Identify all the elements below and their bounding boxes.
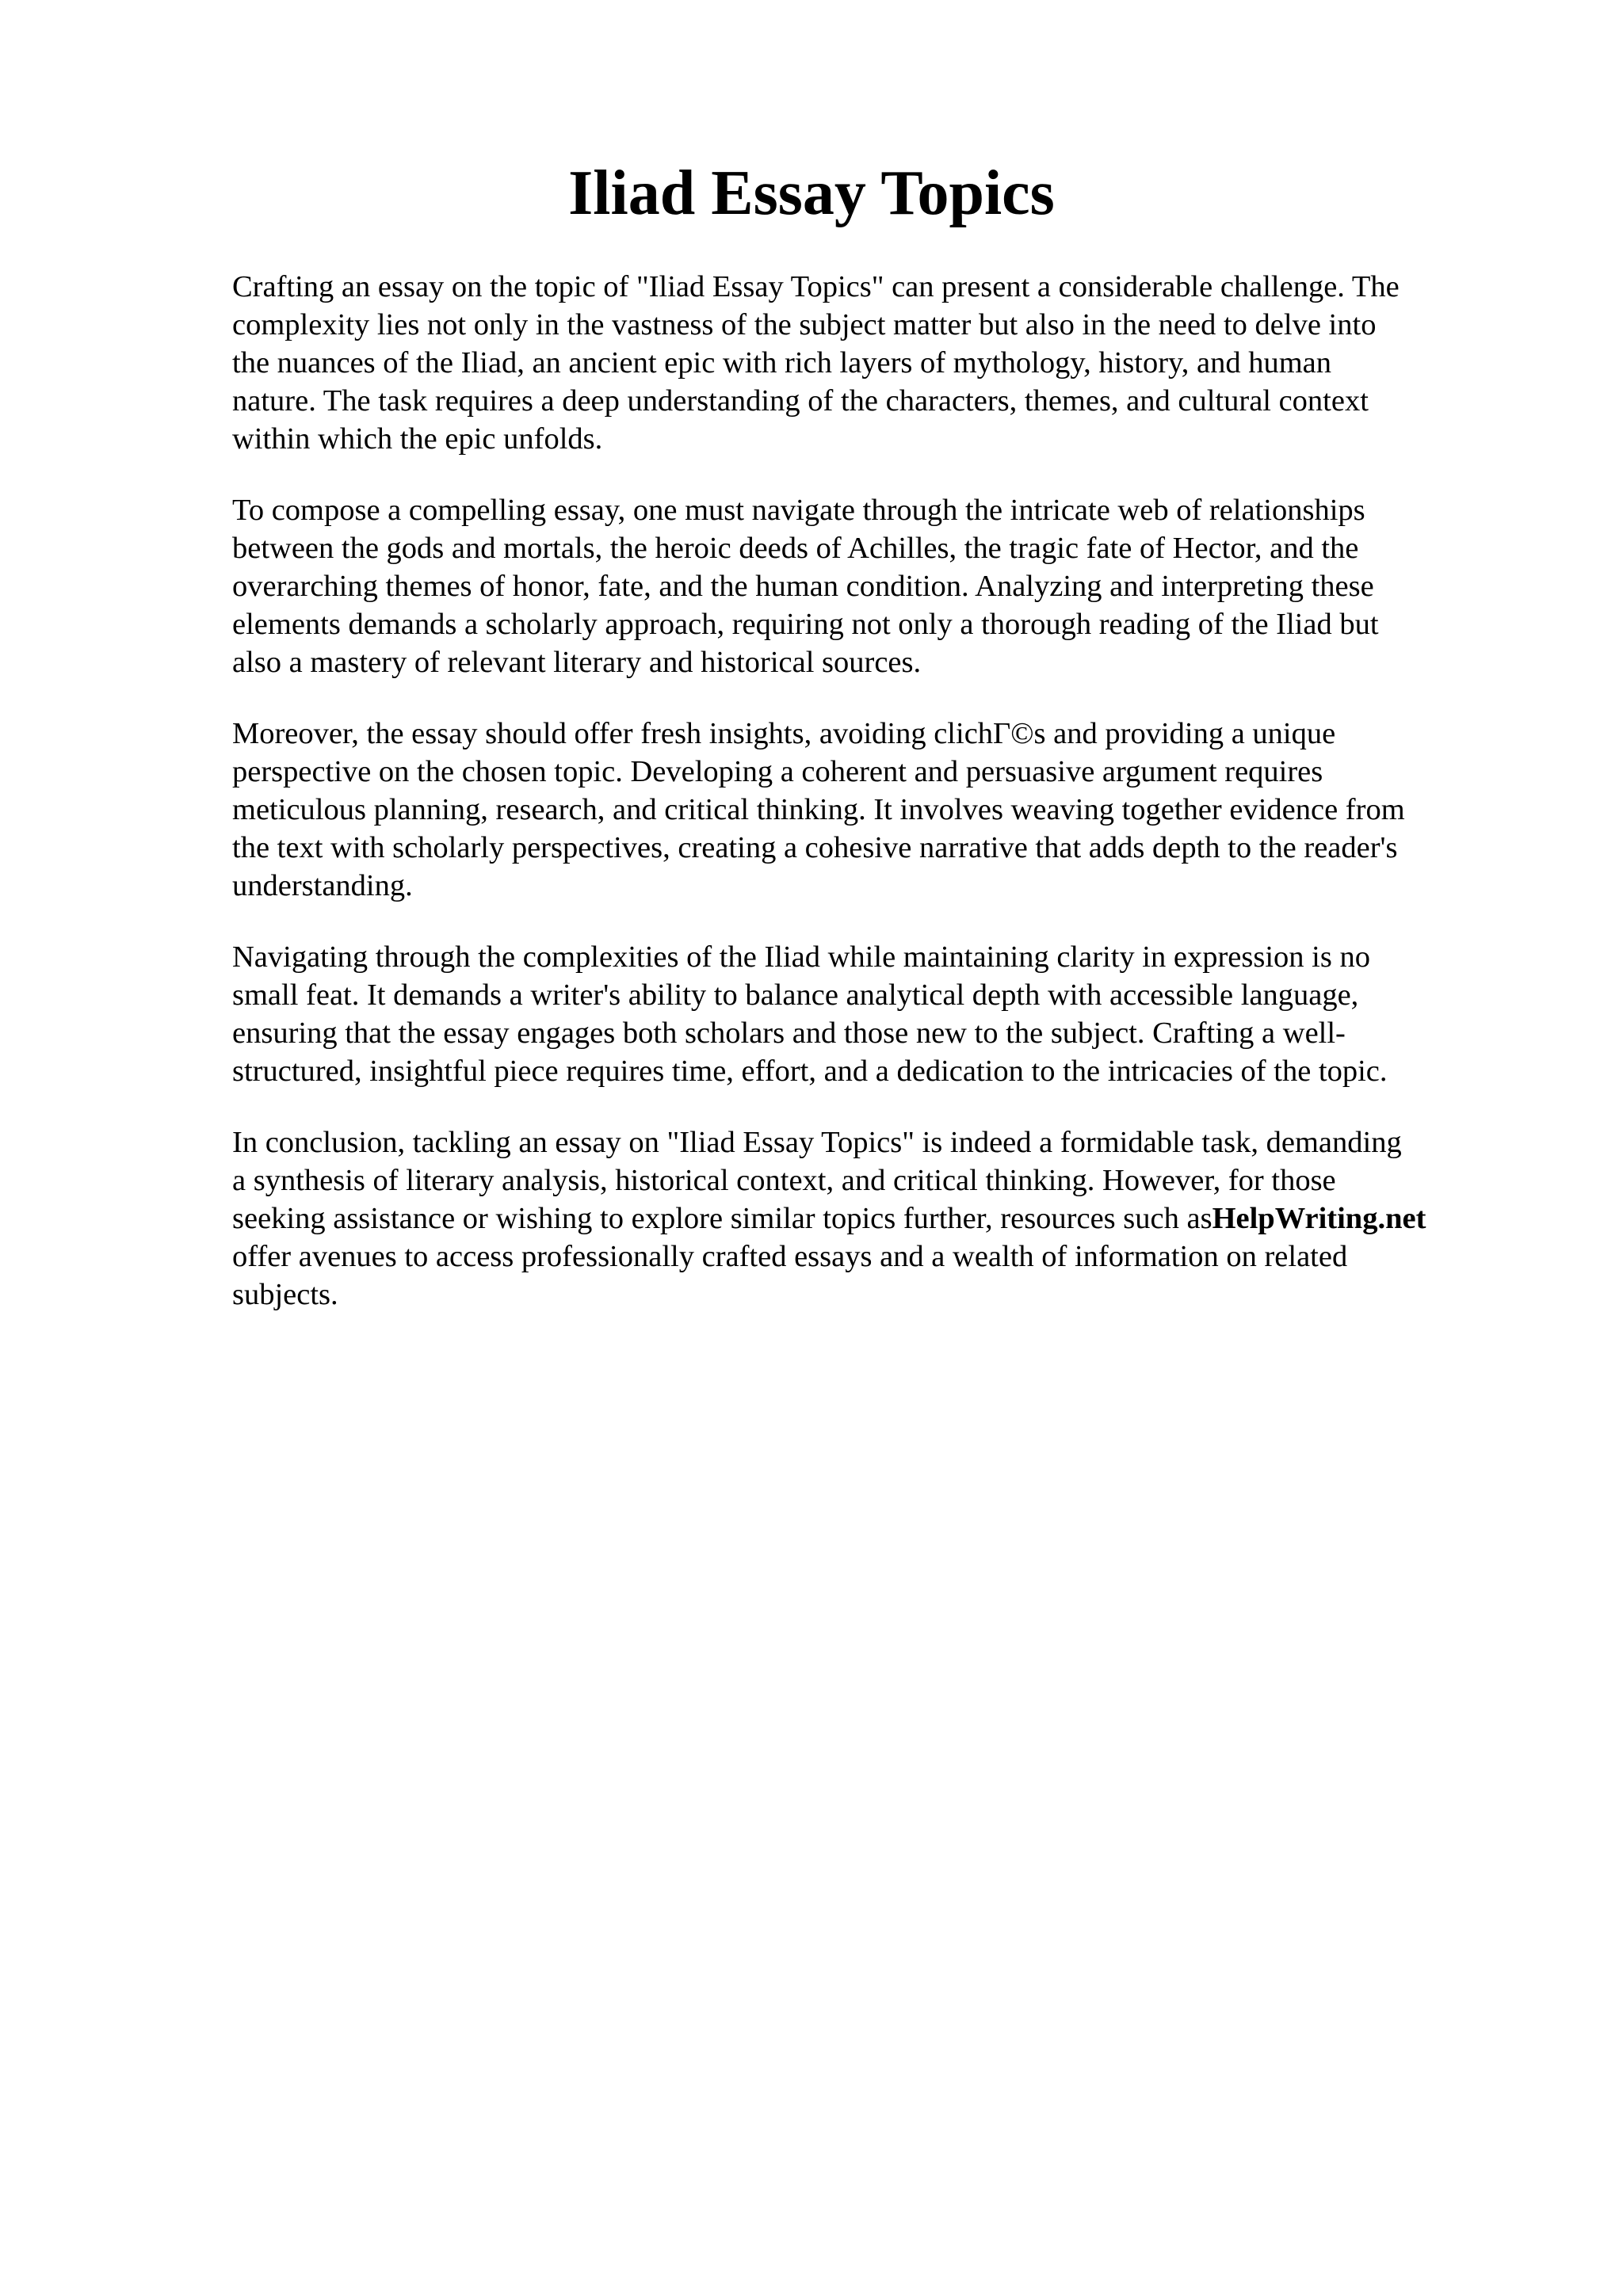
text-line: overarching themes of honor, fate, and the human condition. Analyzing and interpreting these <box>232 570 1374 603</box>
text-line: also a mastery of relevant literary and historical sources. <box>232 646 922 679</box>
text-line: Moreover, the essay should offer fresh insights, avoiding clichГ©s and providing a unique <box>232 717 1336 750</box>
text-line-with-link <box>232 1199 1532 1238</box>
text-line: Navigating through the complexities of the Iliad while maintaining clarity in expression is no <box>232 940 1370 974</box>
text-line: small feat. It demands a writer's ability to balance analytical depth with accessible language, <box>232 978 1359 1012</box>
paragraph-1 <box>232 268 1532 458</box>
text-line: understanding. <box>232 869 413 902</box>
text-line: within which the epic unfolds. <box>232 422 603 456</box>
text-line: the text with scholarly perspectives, creating a cohesive narrative that adds depth to the reader's <box>232 831 1398 864</box>
paragraph-3 <box>232 715 1532 905</box>
paragraph-5 <box>232 1123 1532 1314</box>
text-line: To compose a compelling essay, one must navigate through the intricate web of relationships <box>232 494 1365 527</box>
helpwriting-link[interactable]: HelpWriting.net <box>1212 1202 1426 1235</box>
text-line: perspective on the chosen topic. Developing a coherent and persuasive argument requires <box>232 755 1323 788</box>
text-line: ensuring that the essay engages both scholars and those new to the subject. Crafting a well- <box>232 1016 1346 1050</box>
text-line: offer avenues to access professionally crafted essays and a wealth of information on related <box>232 1240 1348 1273</box>
text-line: between the gods and mortals, the heroic deeds of Achilles, the tragic fate of Hector, and the <box>232 532 1359 565</box>
text-line: nature. The task requires a deep understanding of the characters, themes, and cultural context <box>232 384 1369 418</box>
text-line: In conclusion, tackling an essay on "Iliad Essay Topics" is indeed a formidable task, demanding <box>232 1126 1402 1159</box>
text-line: a synthesis of literary analysis, historical context, and critical thinking. However, for those <box>232 1164 1336 1197</box>
paragraph-2 <box>232 491 1532 681</box>
text-line: structured, insightful piece requires time, effort, and a dedication to the intricacies of the topic. <box>232 1055 1388 1088</box>
page-title: Iliad Essay Topics <box>568 158 1055 228</box>
text-line: elements demands a scholarly approach, requiring not only a thorough reading of the Iliad but <box>232 608 1379 641</box>
document-body <box>232 268 1532 1347</box>
text-line: meticulous planning, research, and critical thinking. It involves weaving together evidence from <box>232 793 1405 826</box>
text-line: complexity lies not only in the vastness of the subject matter but also in the need to delve into <box>232 308 1377 341</box>
text-line: Crafting an essay on the topic of "Iliad Essay Topics" can present a considerable challenge. The <box>232 270 1400 303</box>
text-line-prefix: seeking assistance or wishing to explore similar topics further, resources such as <box>232 1202 1212 1235</box>
text-line: subjects. <box>232 1278 338 1311</box>
paragraph-4 <box>232 938 1532 1090</box>
text-line: the nuances of the Iliad, an ancient epic with rich layers of mythology, history, and human <box>232 346 1332 379</box>
